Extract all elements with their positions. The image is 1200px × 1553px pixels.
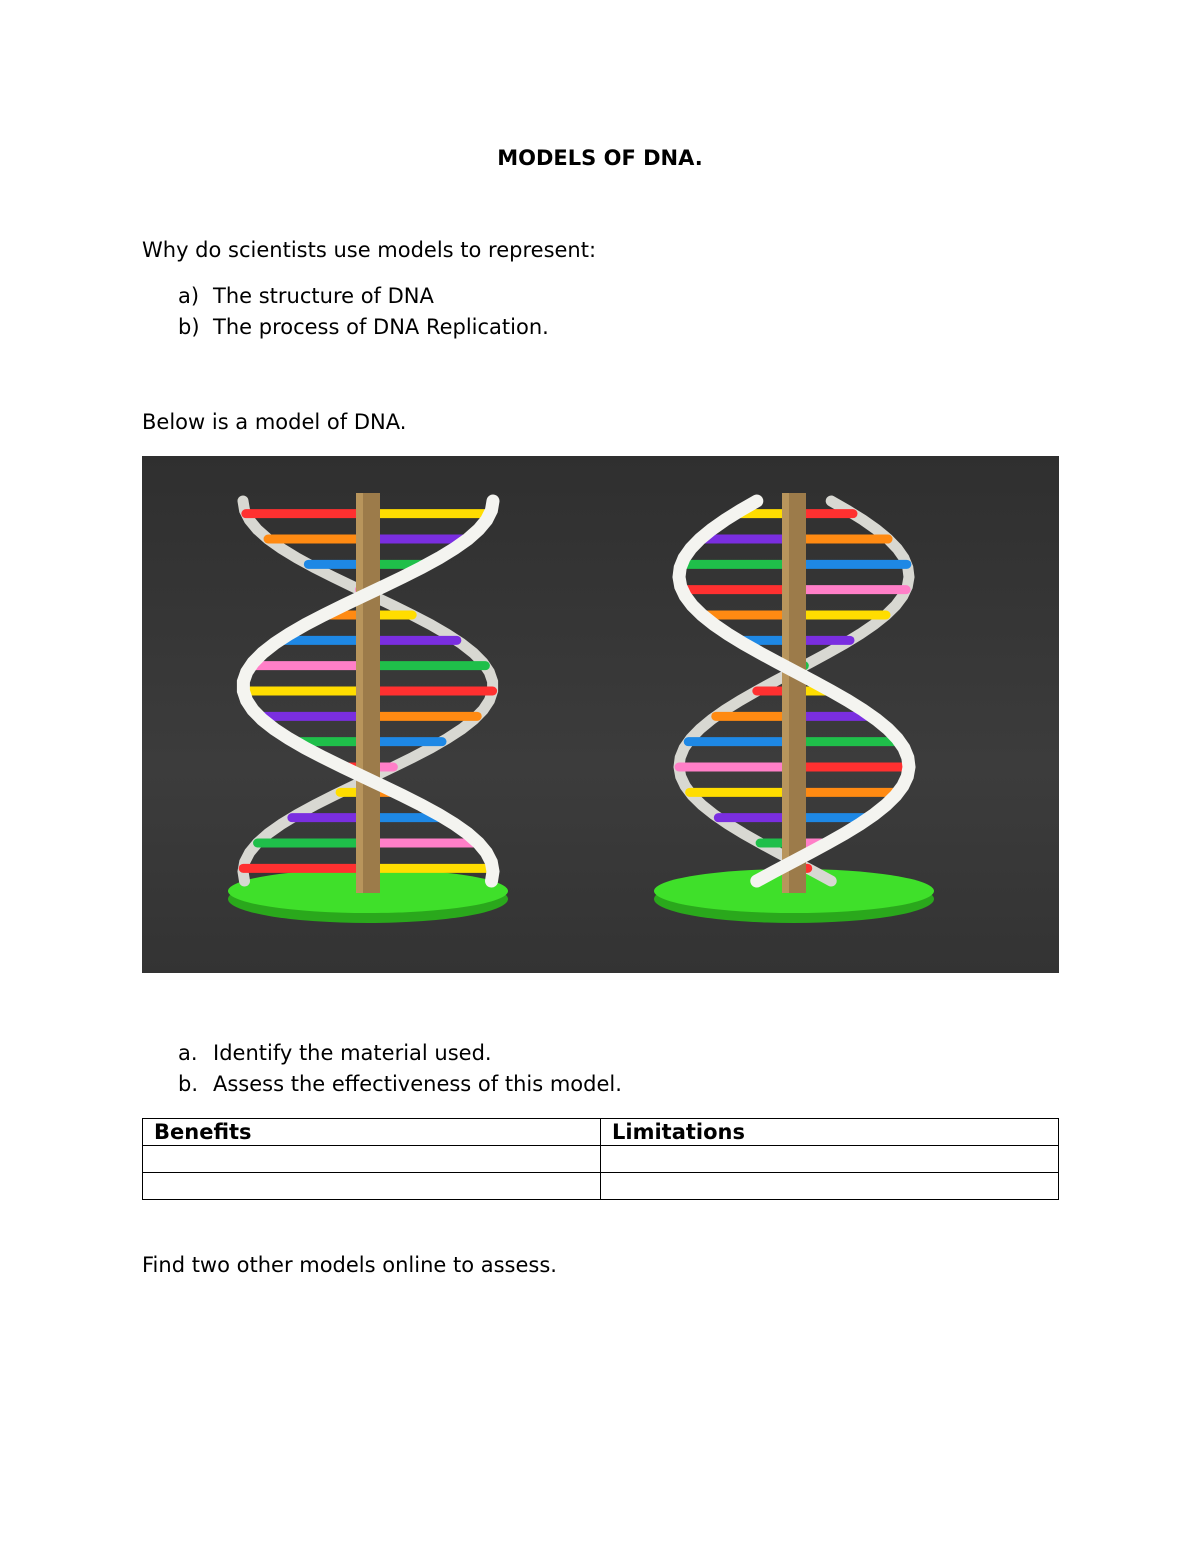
table-cell-benefit[interactable] — [143, 1146, 601, 1173]
table-row — [143, 1173, 1059, 1200]
task-text: Assess the effectiveness of this model. — [213, 1072, 622, 1096]
center-rod-highlight — [782, 493, 789, 893]
table-row — [143, 1146, 1059, 1173]
dna-model-photo — [142, 456, 1059, 973]
list-item-text: The structure of DNA — [213, 284, 434, 308]
model-intro-text: Below is a model of DNA. — [142, 410, 407, 434]
table-cell-limitation[interactable] — [601, 1173, 1059, 1200]
header-limitations: Limitations — [601, 1119, 1059, 1146]
list-marker: b. — [178, 1072, 199, 1096]
list-marker: a. — [178, 1041, 198, 1065]
header-benefits: Benefits — [143, 1119, 601, 1146]
closing-text: Find two other models online to assess. — [142, 1253, 557, 1277]
benefits-limitations-table — [142, 1118, 1059, 1200]
list-item-text: The process of DNA Replication. — [213, 315, 549, 339]
table-cell-benefit[interactable] — [143, 1173, 601, 1200]
page-title: MODELS OF DNA. — [497, 146, 703, 170]
list-marker: b) — [178, 315, 200, 339]
task-text: Identify the material used. — [213, 1041, 492, 1065]
question-text: Why do scientists use models to represent: — [142, 238, 597, 262]
list-marker: a) — [178, 284, 200, 308]
table-cell-limitation[interactable] — [601, 1146, 1059, 1173]
center-rod-highlight — [356, 493, 363, 893]
dna-model-illustration — [142, 456, 1059, 973]
table-header-row — [143, 1119, 1059, 1146]
